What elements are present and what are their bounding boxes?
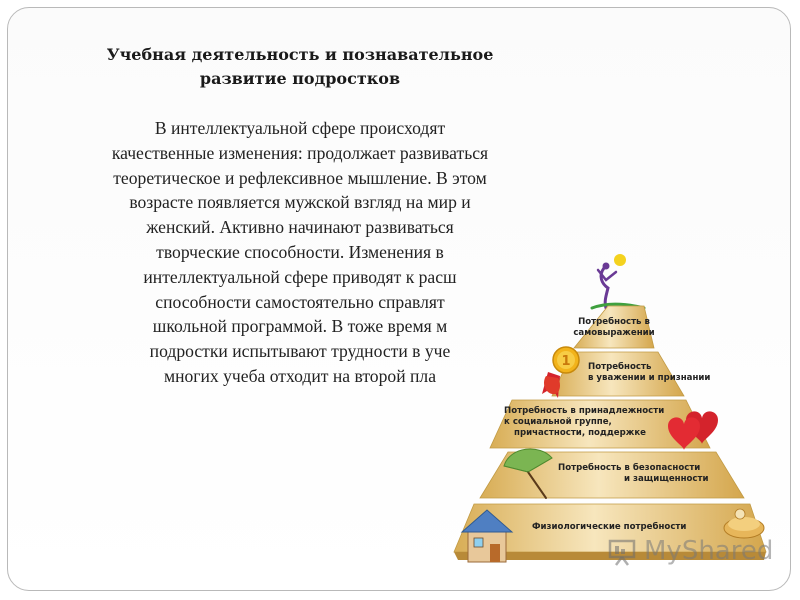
medal-number: 1 <box>561 354 571 369</box>
body-line: возрасте появляется мужской взгляд на мир и <box>129 192 471 213</box>
maslow-pyramid <box>448 248 768 578</box>
figure-icon <box>592 254 644 308</box>
body-line: женский. Активно начинают развиваться <box>146 217 454 238</box>
tier-2-label-line-1: Потребность <box>588 362 652 372</box>
body-line: творческие способности. Изменения в <box>156 241 444 262</box>
tier-3-label-line-2: к социальной группе, <box>504 417 612 427</box>
tier-1-label-line-1: Потребность в <box>578 317 650 327</box>
slide-title-line-1: Учебная деятельность и познавательное <box>106 45 494 64</box>
slide-title <box>60 43 540 91</box>
body-line: теоретическое и рефлексивное мышление. В этом <box>113 167 487 188</box>
pyramid-graphic <box>448 248 768 578</box>
tier-3-label-line-1: Потребность в принадлежности <box>504 406 665 416</box>
presentation-icon <box>608 538 638 566</box>
pyramid-tier-1 <box>573 306 654 348</box>
slide-title-line-2: развитие подростков <box>199 69 401 88</box>
tier-3-label-line-3: причастности, поддержке <box>514 428 646 438</box>
body-line: качественные изменения: продолжает развиваться <box>111 142 489 163</box>
body-line: В интеллектуальной сфере происходят <box>154 118 446 138</box>
body-line: школьной программой. В тоже время м <box>152 316 448 337</box>
tier-2-label-line-2: в уважении и признании <box>588 373 711 383</box>
tier-1-label-line-2: самовыражении <box>573 328 655 338</box>
body-line: интеллектуальной сфере приводят к расш <box>143 266 457 287</box>
body-line: способности самостоятельно справлят <box>155 291 445 312</box>
watermark-text: MyShared <box>644 536 774 566</box>
body-line: многих учеба отходит на второй пла <box>163 365 437 386</box>
body-line: подростки испытывают трудности в уче <box>149 341 451 362</box>
tier-4-label-line-1: Потребность в безопасности <box>558 463 701 473</box>
tier-5-label: Физиологические потребности <box>532 522 687 532</box>
watermark <box>606 532 776 572</box>
tier-4-label-line-2: и защищенности <box>624 474 709 484</box>
